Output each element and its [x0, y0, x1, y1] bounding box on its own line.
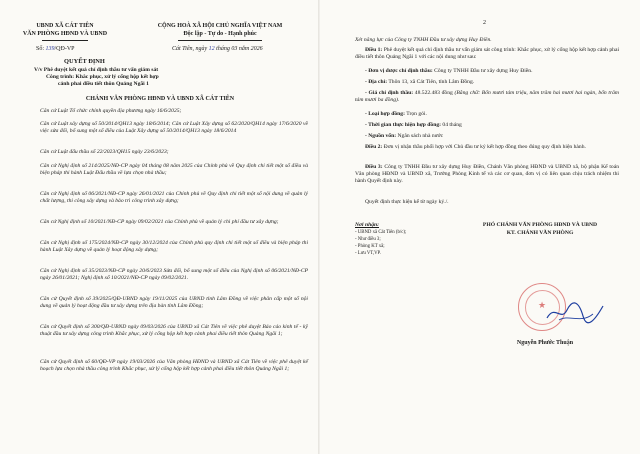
seal-star-icon: ★ [538, 301, 547, 311]
nation-motto: Độc lập - Tự do - Hạnh phúc [183, 31, 257, 37]
legal-basis-11: Căn cứ Quyết định số 60/QĐ-VP ngày 19/03/2026 của Văn phòng HĐND và UBND xã Cát Tiên về việc phê duyệt kế hoạch lựa chọn nhà thầu công trình Khắc phục, xử lý cống hộp kết hợp cảnh phai điều tiết thôn Quảng Ngãi 1; [40, 359, 308, 372]
signer-title-2: KT. CHÁNH VĂN PHÒNG [506, 230, 574, 236]
effective-clause: Quyết định thực hiện kể từ ngày ký./. [365, 199, 449, 205]
recipients-title: Nơi nhận: [355, 222, 379, 228]
legal-basis-2: Căn cứ Luật xây dựng số 50/2014/QH13 ngày 18/6/2014; Căn cứ Luật Xây dựng số 62/2020/QH14 ngày 17/6/2020 về việc sửa đổi, bổ sung một số điều của Luật Xây dựng số 50/2014/QH13 ngày 18/6/2014 [40, 121, 308, 134]
decision-subject-1: V/v Phê duyệt kết quả chỉ định thầu tư vấn giám sát [34, 67, 159, 73]
article-1: Điều 1: Phê duyệt kết quả chỉ định thầu tư vấn giám sát công trình: Khắc phục, xử lý cống hộp kết hợp cảnh phai điều tiết thôn Quảng Ngãi 1 với các nội dung như sau: [355, 47, 619, 60]
issuing-authority: CHÁNH VĂN PHÒNG HĐND VÀ UBND XÃ CÁT TIÊN [85, 96, 235, 102]
legal-basis-10: Căn cứ Quyết định số 300/QĐ-UBND ngày 09/03/2026 của UBND xã Cát Tiên về việc phê duyệt Báo cáo kinh tế - kỹ thuật đầu tư xây dựng công trình Khắc phục, xử lý cống hộp kết hợp cảnh phai điều tiết thôn Quảng Ngãi 1; [40, 324, 308, 337]
recipient-item: - Phòng KT xã; [355, 244, 385, 249]
document-number-handwritten: 139 [45, 46, 55, 52]
signer-name: Nguyễn Phước Thuận [516, 340, 574, 346]
contract-type-line: - Loại hợp đồng: Trọn gói. [365, 111, 427, 117]
contractor-capacity-note: Xét năng lực của Công ty TNHH Đầu tư xây dựng Huy Điền. [355, 37, 492, 43]
recipient-item: - Lưu VT,VP. [355, 251, 381, 256]
legal-basis-1: Căn cứ Luật Tổ chức chính quyền địa phương ngày 16/6/2025; [40, 108, 182, 114]
legal-basis-6: Căn cứ Nghị định số 10/2021/NĐ-CP ngày 09/02/2021 của Chính phủ về quản lý chi phí đầu tư xây dựng; [40, 219, 279, 225]
funding-line: - Nguồn vốn: Ngân sách nhà nước [365, 133, 444, 139]
document-number: Số: 139/QĐ-VP [36, 46, 75, 52]
price-line: - Giá chỉ định thầu: 48.522.483 đồng (Bằng chữ: Bốn mươi tám triệu, năm trăm hai mươi hai ngàn, bốn trăm tám mươi ba đồng). [355, 90, 619, 103]
legal-basis-7: Căn cứ Nghị định số 175/2024/NĐ-CP ngày 30/12/2024 của Chính phủ quy định chi tiết một số điều và biện pháp thi hành Luật Xây dựng về quản lý hoạt động xây dựng; [40, 240, 308, 253]
recipient-item: - Như điều 3; [355, 237, 381, 242]
nation-name: CỘNG HOÀ XÃ HỘI CHỦ NGHĨA VIỆT NAM [157, 23, 283, 29]
article-3: Điều 3: Công ty TNHH Đầu tư xây dựng Huy Điền, Chánh Văn phòng HĐND và UBND xã, bộ phận Kế toán Văn phòng HĐND và UBND xã, Trưởng Phòng Kinh tế và các cơ quan, đơn vị có liên quan chịu trách nhiệm thi hành Quyết định này. [355, 164, 619, 184]
legal-basis-4: Căn cứ Nghị định số 214/2025/NĐ-CP ngày 04 tháng 08 năm 2025 của Chính phủ về Quy định chi tiết một số điều và biện pháp thi hành Luật Đấu thầu về lựa chọn nhà thầu; [40, 163, 308, 176]
duration-line: - Thời gian thực hiện hợp đồng: 04 tháng [365, 122, 462, 128]
legal-basis-3: Căn cứ Luật đấu thầu số 22/2023/QH15 ngày 23/6/2023; [40, 149, 169, 155]
signer-title-1: PHÓ CHÁNH VĂN PHÒNG HĐND VÀ UBND [482, 222, 598, 228]
signature [545, 300, 605, 326]
legal-basis-8: Căn cứ Nghị định số 35/2023/NĐ-CP ngày 20/6/2023 Sửa đổi, bổ sung một số điều của Nghị định số 06/2021/NĐ-CP ngày 26/01/2021; Nghị định số 10/2021/NĐ-CP ngày 09/02/2021. [40, 268, 308, 281]
motto-underline [178, 40, 262, 41]
agency-name-line-2: VĂN PHÒNG HĐND VÀ UBND [22, 31, 108, 37]
page-number: 2 [483, 20, 486, 26]
document-date: Cát Tiên, ngày 12 tháng 03 năm 2026 [172, 46, 263, 52]
agency-name-line-1: UBND XÃ CÁT TIÊN [36, 23, 94, 29]
decision-subject-2: Công trình: Khắc phục, xử lý cống hộp kết hợp [46, 74, 159, 80]
contractor-line: - Đơn vị được chỉ định thầu: Công ty TNHH Đầu tư xây dựng Huy Điền. [365, 68, 533, 74]
legal-basis-9: Căn cứ Quyết định số 39/2025/QĐ-UBND ngày 19/11/2025 của UBND tỉnh Lâm Đồng về việc phân cấp một số nội dung về quản lý hoạt động đầu tư xây dựng trên địa bàn tỉnh Lâm Đồng; [40, 296, 308, 309]
address-line: - Địa chỉ: Thôn 13, xã Cát Tiên, tỉnh Lâm Đồng. [365, 79, 475, 85]
decision-subject-3: cảnh phai điều tiết thôn Quảng Ngãi 1 [58, 81, 149, 87]
article-2: Điều 2: Đơn vị nhận thầu phối hợp với Chủ đầu tư ký kết hợp đồng theo đúng quy định hiện hành. [365, 144, 586, 150]
document-date-day: 12 [208, 46, 215, 52]
recipient-item: - UBND xã Cát Tiên (b/c); [355, 230, 407, 235]
decision-title: QUYẾT ĐỊNH [64, 58, 105, 65]
legal-basis-5: Căn cứ Nghị định số 06/2021/NĐ-CP ngày 26/01/2021 của Chính phủ về Quy định chi tiết một số nội dung về quản lý chất lượng, thi công xây dựng và bảo trì công trình xây dựng; [40, 191, 308, 204]
agency-underline [42, 40, 88, 41]
